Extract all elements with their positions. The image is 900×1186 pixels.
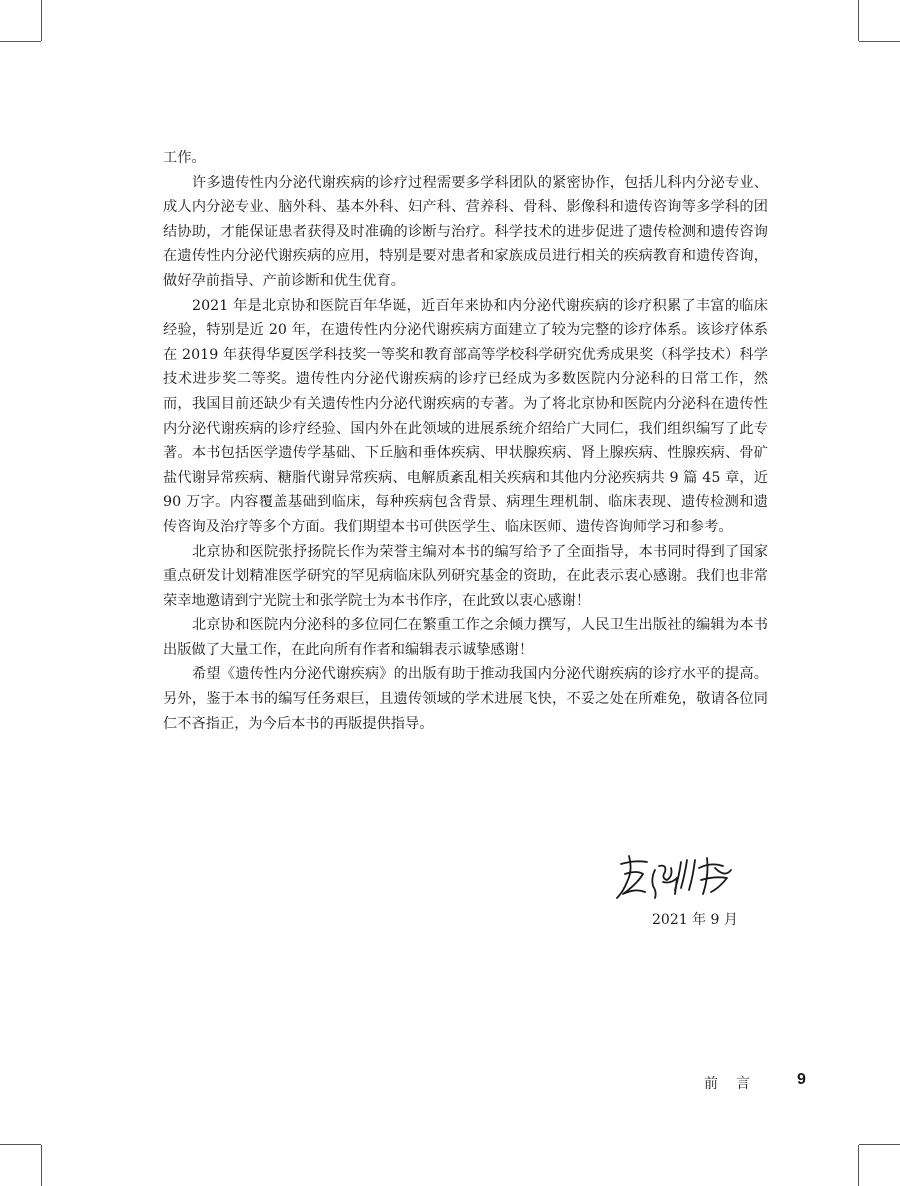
crop-mark — [858, 1145, 859, 1186]
crop-mark — [41, 0, 42, 41]
crop-mark — [859, 41, 900, 42]
crop-mark — [859, 1144, 900, 1145]
page-number: 9 — [797, 1071, 806, 1088]
paragraph: 许多遗传性内分泌代谢疾病的诊疗过程需要多学科团队的紧密协作，包括儿科内分泌专业、成人内分泌专业、脑外科、基本外科、妇产科、营养科、骨科、影像科和遗传咨询等多学科的团结协助，才能保证患者获得及时准确的诊断与治疗。科学技术的进步促进了遗传检测和遗传咨询在遗传性内分泌代谢疾病的应用，特别是要对患者和家族成员进行相关的疾病教育和遗传咨询，做好孕前指导、产前诊断和优生优育。 — [163, 174, 768, 289]
running-footer-section: 前言 — [704, 1076, 768, 1092]
crop-mark — [41, 1145, 42, 1186]
preface-body — [163, 146, 768, 736]
handwritten-signature — [615, 848, 745, 906]
signature-date: 2021 年 9 月 — [652, 912, 738, 928]
crop-mark — [0, 41, 41, 42]
paragraph: 北京协和医院内分泌科的多位同仁在繁重工作之余倾力撰写，人民卫生出版社的编辑为本书出版做了大量工作，在此向所有作者和编辑表示诚挚感谢！ — [163, 617, 768, 658]
paragraph: 希望《遗传性内分泌代谢疾病》的出版有助于推动我国内分泌代谢疾病的诊疗水平的提高。另外，鉴于本书的编写任务艰巨，且遗传领域的学术进展飞快，不妥之处在所难免，敬请各位同仁不吝指正，为今后本书的再版提供指导。 — [163, 666, 768, 732]
paragraph: 北京协和医院张抒扬院长作为荣誉主编对本书的编写给予了全面指导，本书同时得到了国家重点研发计划精准医学研究的罕见病临床队列研究基金的资助，在此表示衷心感谢。我们也非常荣幸地邀请到宁光院士和张学院士为本书作序，在此致以衷心感谢！ — [163, 543, 768, 609]
crop-mark — [858, 0, 859, 41]
crop-mark — [0, 1144, 41, 1145]
paragraph: 工作。 — [163, 150, 206, 166]
paragraph: 2021 年是北京协和医院百年华诞，近百年来协和内分泌代谢疾病的诊疗积累了丰富的临床经验，特别是近 20 年，在遗传性内分泌代谢疾病方面建立了较为完整的诊疗体系。该诊疗体系在 2019 年获得华夏医学科技奖一等奖和教育部高等学校科学研究优秀成果奖（科学技术）科学技术进步奖二等奖。遗传性内分泌代谢疾病的诊疗已经成为多数医院内分泌科的日常工作，然而，我国目前还缺少有关遗传性内分泌代谢疾病的专著。为了将北京协和医院内分泌科在遗传性内分泌代谢疾病的诊疗经验、国内外在此领域的进展系统介绍给广大同仁，我们组织编写了此专著。本书包括医学遗传学基础、下丘脑和垂体疾病、甲状腺疾病、肾上腺疾病、性腺疾病、骨矿盐代谢异常疾病、糖脂代谢异常疾病、电解质紊乱相关疾病和其他内分泌疾病共 9 篇 45 章，近 90 万字。内容覆盖基础到临床，每种疾病包含背景、病理生理机制、临床表现、遗传检测和遗传咨询及治疗等多个方面。我们期望本书可供医学生、临床医师、遗传咨询师学习和参考。 — [163, 297, 768, 535]
